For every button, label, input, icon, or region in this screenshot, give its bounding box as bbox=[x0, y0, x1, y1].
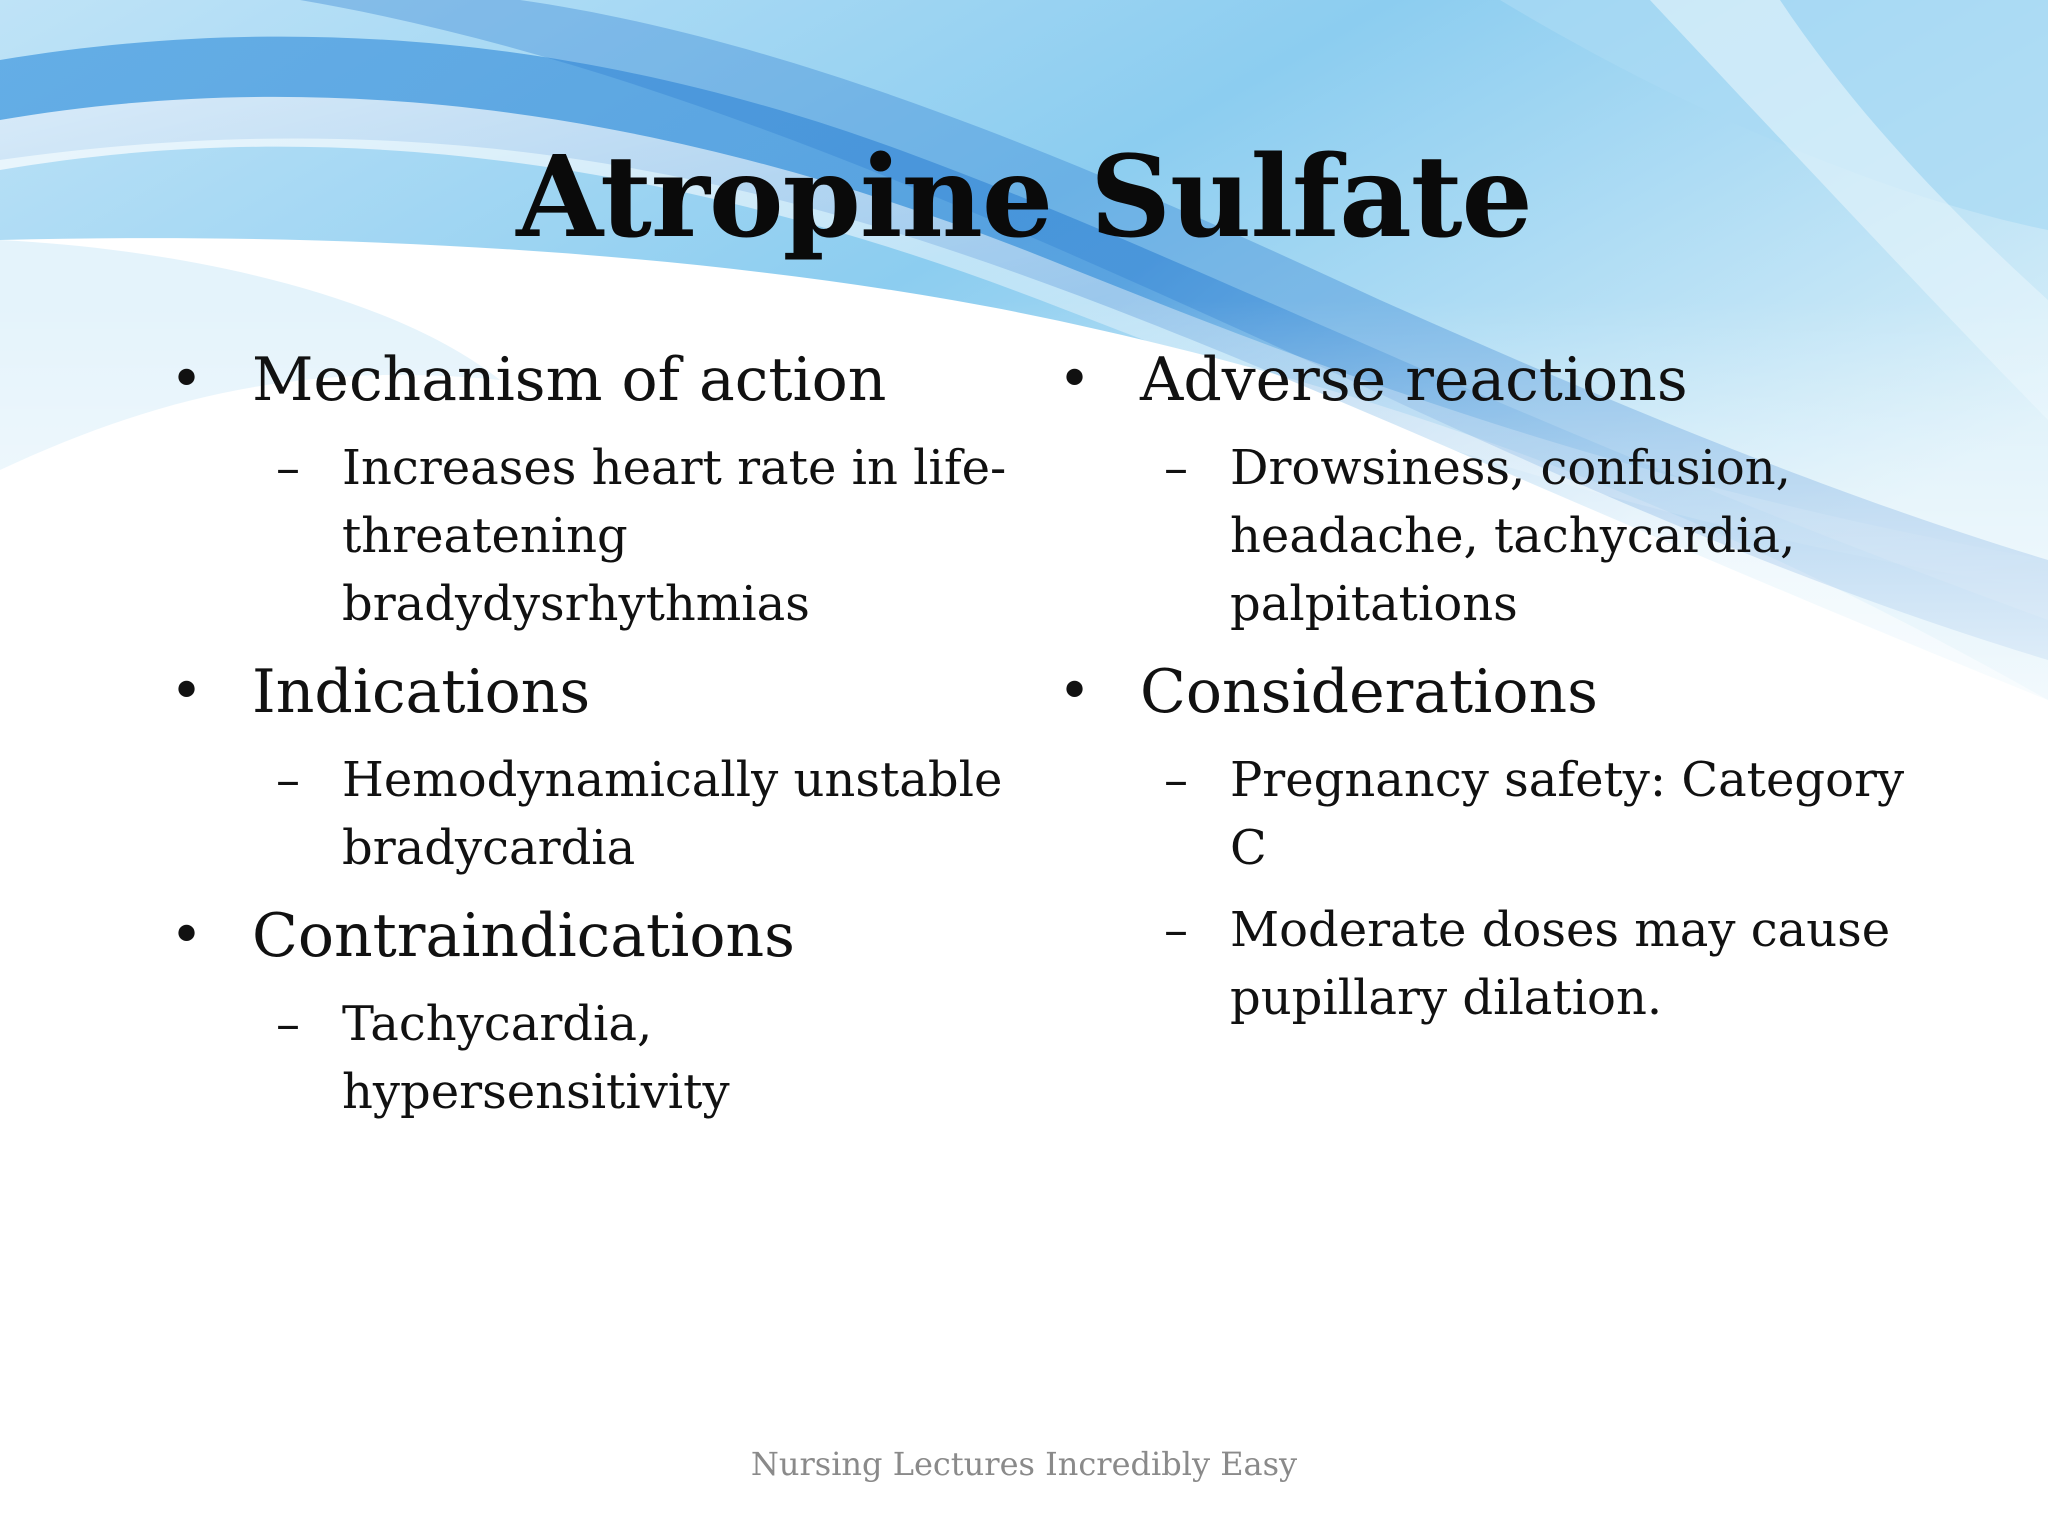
sub-bullet bbox=[276, 990, 1010, 1126]
left-column bbox=[170, 340, 1010, 1140]
sub-bullet bbox=[1164, 746, 1938, 882]
sub-bullet bbox=[1164, 434, 1938, 638]
bullet-heading: Adverse reactions bbox=[1140, 345, 1688, 415]
bullet-indications bbox=[170, 652, 1010, 732]
sub-bullet bbox=[276, 746, 1010, 882]
sub-bullet bbox=[276, 434, 1010, 638]
dash-icon: – bbox=[276, 752, 300, 808]
sub-bullet-text: Tachycardia, hypersensitivity bbox=[342, 996, 730, 1120]
dash-icon: – bbox=[276, 440, 300, 496]
bullet-icon: • bbox=[170, 903, 204, 968]
dash-icon: – bbox=[276, 996, 300, 1052]
dash-icon: – bbox=[1164, 902, 1188, 958]
bullet-heading: Considerations bbox=[1140, 657, 1598, 727]
sub-bullet-text: Moderate doses may cause pupillary dilation. bbox=[1230, 902, 1891, 1026]
dash-icon: – bbox=[1164, 440, 1188, 496]
bullet-icon: • bbox=[1058, 659, 1092, 724]
sub-bullet-text: Increases heart rate in life-threatening bradydysrhythmias bbox=[342, 440, 1007, 632]
sub-bullet-text: Pregnancy safety: Category C bbox=[1230, 752, 1905, 876]
slide-title: Atropine Sulfate bbox=[516, 132, 1532, 263]
bullet-adverse-reactions bbox=[1058, 340, 1938, 420]
bullet-contraindications bbox=[170, 896, 1010, 976]
bullet-heading: Contraindications bbox=[252, 901, 795, 971]
sub-bullet bbox=[1164, 896, 1938, 1032]
bullet-heading: Mechanism of action bbox=[252, 345, 887, 415]
slide-footer: Nursing Lectures Incredibly Easy bbox=[750, 1445, 1298, 1483]
bullet-icon: • bbox=[1058, 347, 1092, 412]
dash-icon: – bbox=[1164, 752, 1188, 808]
sub-bullet-text: Hemodynamically unstable bradycardia bbox=[342, 752, 1003, 876]
right-column bbox=[1058, 340, 1938, 1046]
bullet-icon: • bbox=[170, 659, 204, 724]
bullet-mechanism-of-action bbox=[170, 340, 1010, 420]
sub-bullet-text: Drowsiness, confusion, headache, tachycardia, palpitations bbox=[1230, 440, 1796, 632]
bullet-considerations bbox=[1058, 652, 1938, 732]
bullet-heading: Indications bbox=[252, 657, 591, 727]
bullet-icon: • bbox=[170, 347, 204, 412]
